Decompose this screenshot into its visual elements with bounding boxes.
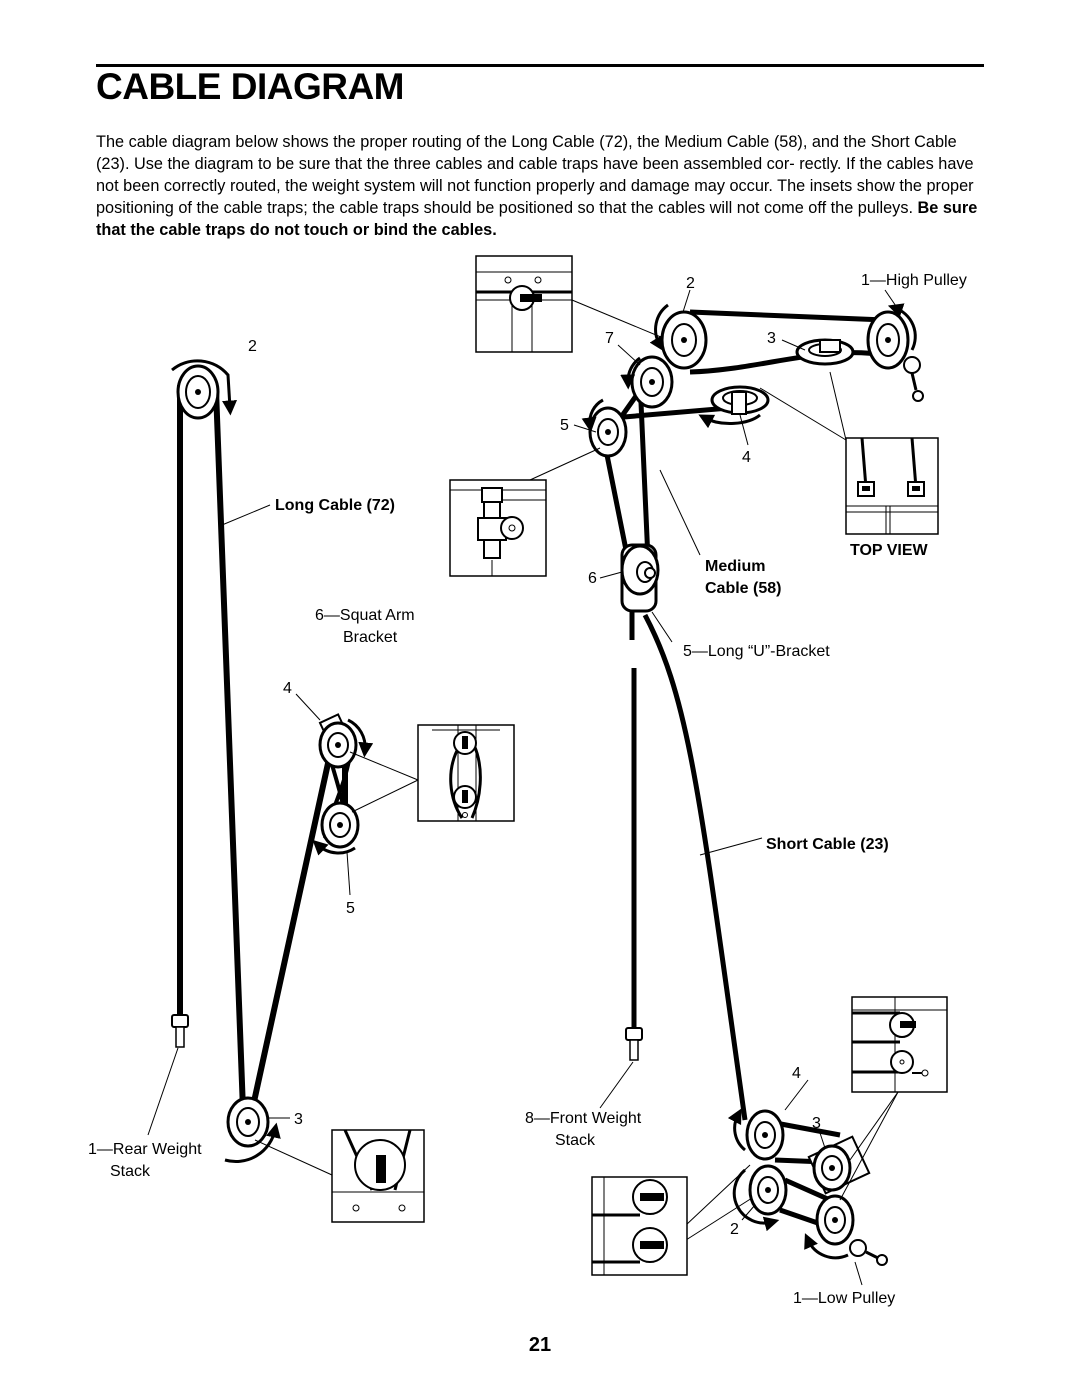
- page-number: 21: [528, 1334, 552, 1356]
- medium-cable-label-1: Medium: [705, 558, 766, 575]
- long-cable-section: [88, 338, 514, 1222]
- low-pulley-4: [735, 1111, 783, 1159]
- top-pulley-3: [797, 340, 853, 364]
- front-weight-label-2: Stack: [555, 1132, 596, 1149]
- left-label-4: 4: [283, 680, 292, 697]
- inset-low-top: [840, 997, 947, 1200]
- inset-rear-bottom: [255, 1130, 424, 1222]
- squat-arm-label-2: Bracket: [343, 629, 398, 646]
- left-bottom-pulley: [225, 1098, 275, 1162]
- inset-u-bracket: [450, 448, 600, 576]
- long-cable-label: Long Cable (72): [275, 497, 396, 514]
- medium-cable-lower: [632, 610, 634, 1030]
- inset-squat-bracket: [350, 725, 514, 821]
- page-title: CABLE DIAGRAM: [96, 66, 404, 107]
- long-u-bracket-label: 5—Long “U”-Bracket: [683, 643, 830, 660]
- medium-cable-label-2: Cable (58): [705, 580, 782, 597]
- top-label-4: 4: [742, 449, 751, 466]
- inset-low-bottom: [592, 1165, 752, 1275]
- short-cable-section: [592, 997, 947, 1307]
- low-pulley-1: [808, 1196, 887, 1265]
- inset-top-bracket: [476, 256, 668, 352]
- short-cable: [645, 615, 745, 1120]
- high-pulley-label: 1—High Pulley: [861, 272, 967, 289]
- top-pulley-5: [590, 400, 626, 456]
- low-pulley-2: [734, 1166, 786, 1223]
- short-cable-label: Short Cable (23): [766, 836, 889, 853]
- left-label-2: 2: [248, 338, 257, 355]
- squat-arm-label-1: 6—Squat Arm: [315, 607, 415, 624]
- left-label-5: 5: [346, 900, 355, 917]
- bottom-label-4: 4: [792, 1065, 801, 1082]
- top-label-7: 7: [605, 330, 614, 347]
- rear-weight-label-1: 1—Rear Weight: [88, 1141, 202, 1158]
- top-pulley-4: [705, 387, 768, 424]
- rear-weight-label-2: Stack: [110, 1163, 151, 1180]
- intro-warning: Be sure that the cable traps do not touch or bind the cables.: [96, 199, 978, 239]
- low-pulley-label: 1—Low Pulley: [793, 1290, 896, 1307]
- bottom-label-3: 3: [812, 1115, 821, 1132]
- top-label-5: 5: [560, 417, 569, 434]
- high-pulley: [868, 308, 923, 401]
- front-weight-stack: [626, 1028, 642, 1060]
- front-weight-label-1: 8—Front Weight: [525, 1110, 642, 1127]
- top-label-3: 3: [767, 330, 776, 347]
- u-bracket-pulley: [622, 545, 658, 611]
- rear-weight-stack: [172, 1015, 188, 1047]
- top-label-6: 6: [588, 570, 597, 587]
- top-view-label: TOP VIEW: [850, 542, 928, 559]
- intro-text: The cable diagram below shows the proper routing of the Long Cable (72), the Medium Cable (58), and the Short Cable (23). Use the diagram to be sure that the three cables and cable traps have been assembled cor- rectly. If the cables have not been correctly routed, the weight system will not function properly and damage may occur. The insets show the proper positioning of the cable traps; the cable traps should be positioned so that the cables will not come off the pulleys.: [96, 133, 974, 217]
- inset-top-view: [760, 372, 938, 534]
- bottom-label-2: 2: [730, 1221, 739, 1238]
- top-label-2: 2: [686, 275, 695, 292]
- left-label-3: 3: [294, 1111, 303, 1128]
